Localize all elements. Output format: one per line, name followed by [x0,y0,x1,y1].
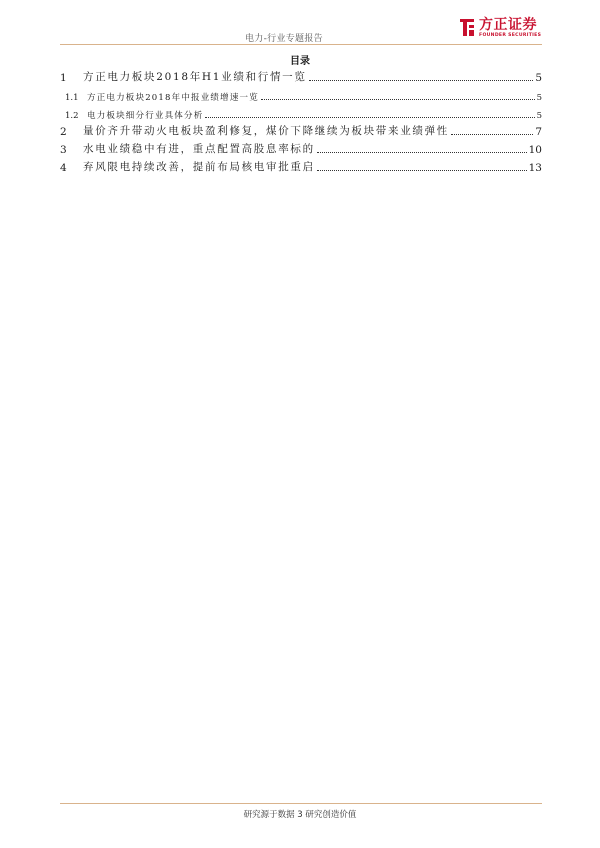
toc-title: 目录 [290,56,310,67]
company-logo [458,14,550,46]
header-title: 电力-行业专题报告 [245,34,323,44]
toc-entry-title: 方正电力板块2018年中报业绩增速一览 [87,93,259,103]
toc-entry-3[interactable] [60,142,542,156]
footer-divider [60,803,542,804]
toc-entry-title: 量价齐升带动火电板块盈利修复，煤价下降继续为板块带来业绩弹性 [83,125,449,137]
toc-entry-page: 5 [536,93,542,103]
toc-leader-dots [261,99,535,100]
toc-entry-4[interactable] [60,160,542,174]
footer-slogan: 研究源于数据 3 研究创造价值 [243,810,357,820]
logo-mark-icon [458,16,476,38]
toc-entry-page: 5 [535,72,542,84]
header-divider [60,44,542,45]
toc-leader-dots [205,117,534,118]
toc-leader-dots [317,170,527,171]
toc-entry-number: 3 [60,144,67,156]
toc-leader-dots [309,80,534,81]
toc-entry-2[interactable] [60,124,542,138]
toc-entry-number: 2 [60,126,67,138]
toc-entry-number: 4 [60,162,67,174]
toc-leader-dots [317,152,527,153]
toc-entry-page: 7 [535,126,542,138]
logo-text-cn: 方正证券 [479,17,537,33]
toc-entry-1-1[interactable] [60,89,542,103]
toc-leader-dots [451,134,533,135]
toc-entry-number: 1 [60,72,67,84]
toc-entry-1-2[interactable] [60,107,542,121]
toc-entry-title: 弃风限电持续改善，提前布局核电审批重启 [83,161,315,173]
toc-entry-title: 水电业绩稳中有进，重点配置高股息率标的 [83,143,315,155]
toc-entry-page: 13 [528,162,542,174]
toc-entry-1[interactable] [60,70,542,84]
toc-entry-title: 方正电力板块2018年H1业绩和行情一览 [83,71,307,83]
toc-entry-page: 5 [536,111,542,121]
toc-entry-page: 10 [528,144,542,156]
toc-entry-number: 1.1 [65,93,79,103]
logo-text-en: FOUNDER SECURITIES [479,33,542,38]
toc-entry-number: 1.2 [65,111,79,121]
toc-entry-title: 电力板块细分行业具体分析 [87,111,204,121]
